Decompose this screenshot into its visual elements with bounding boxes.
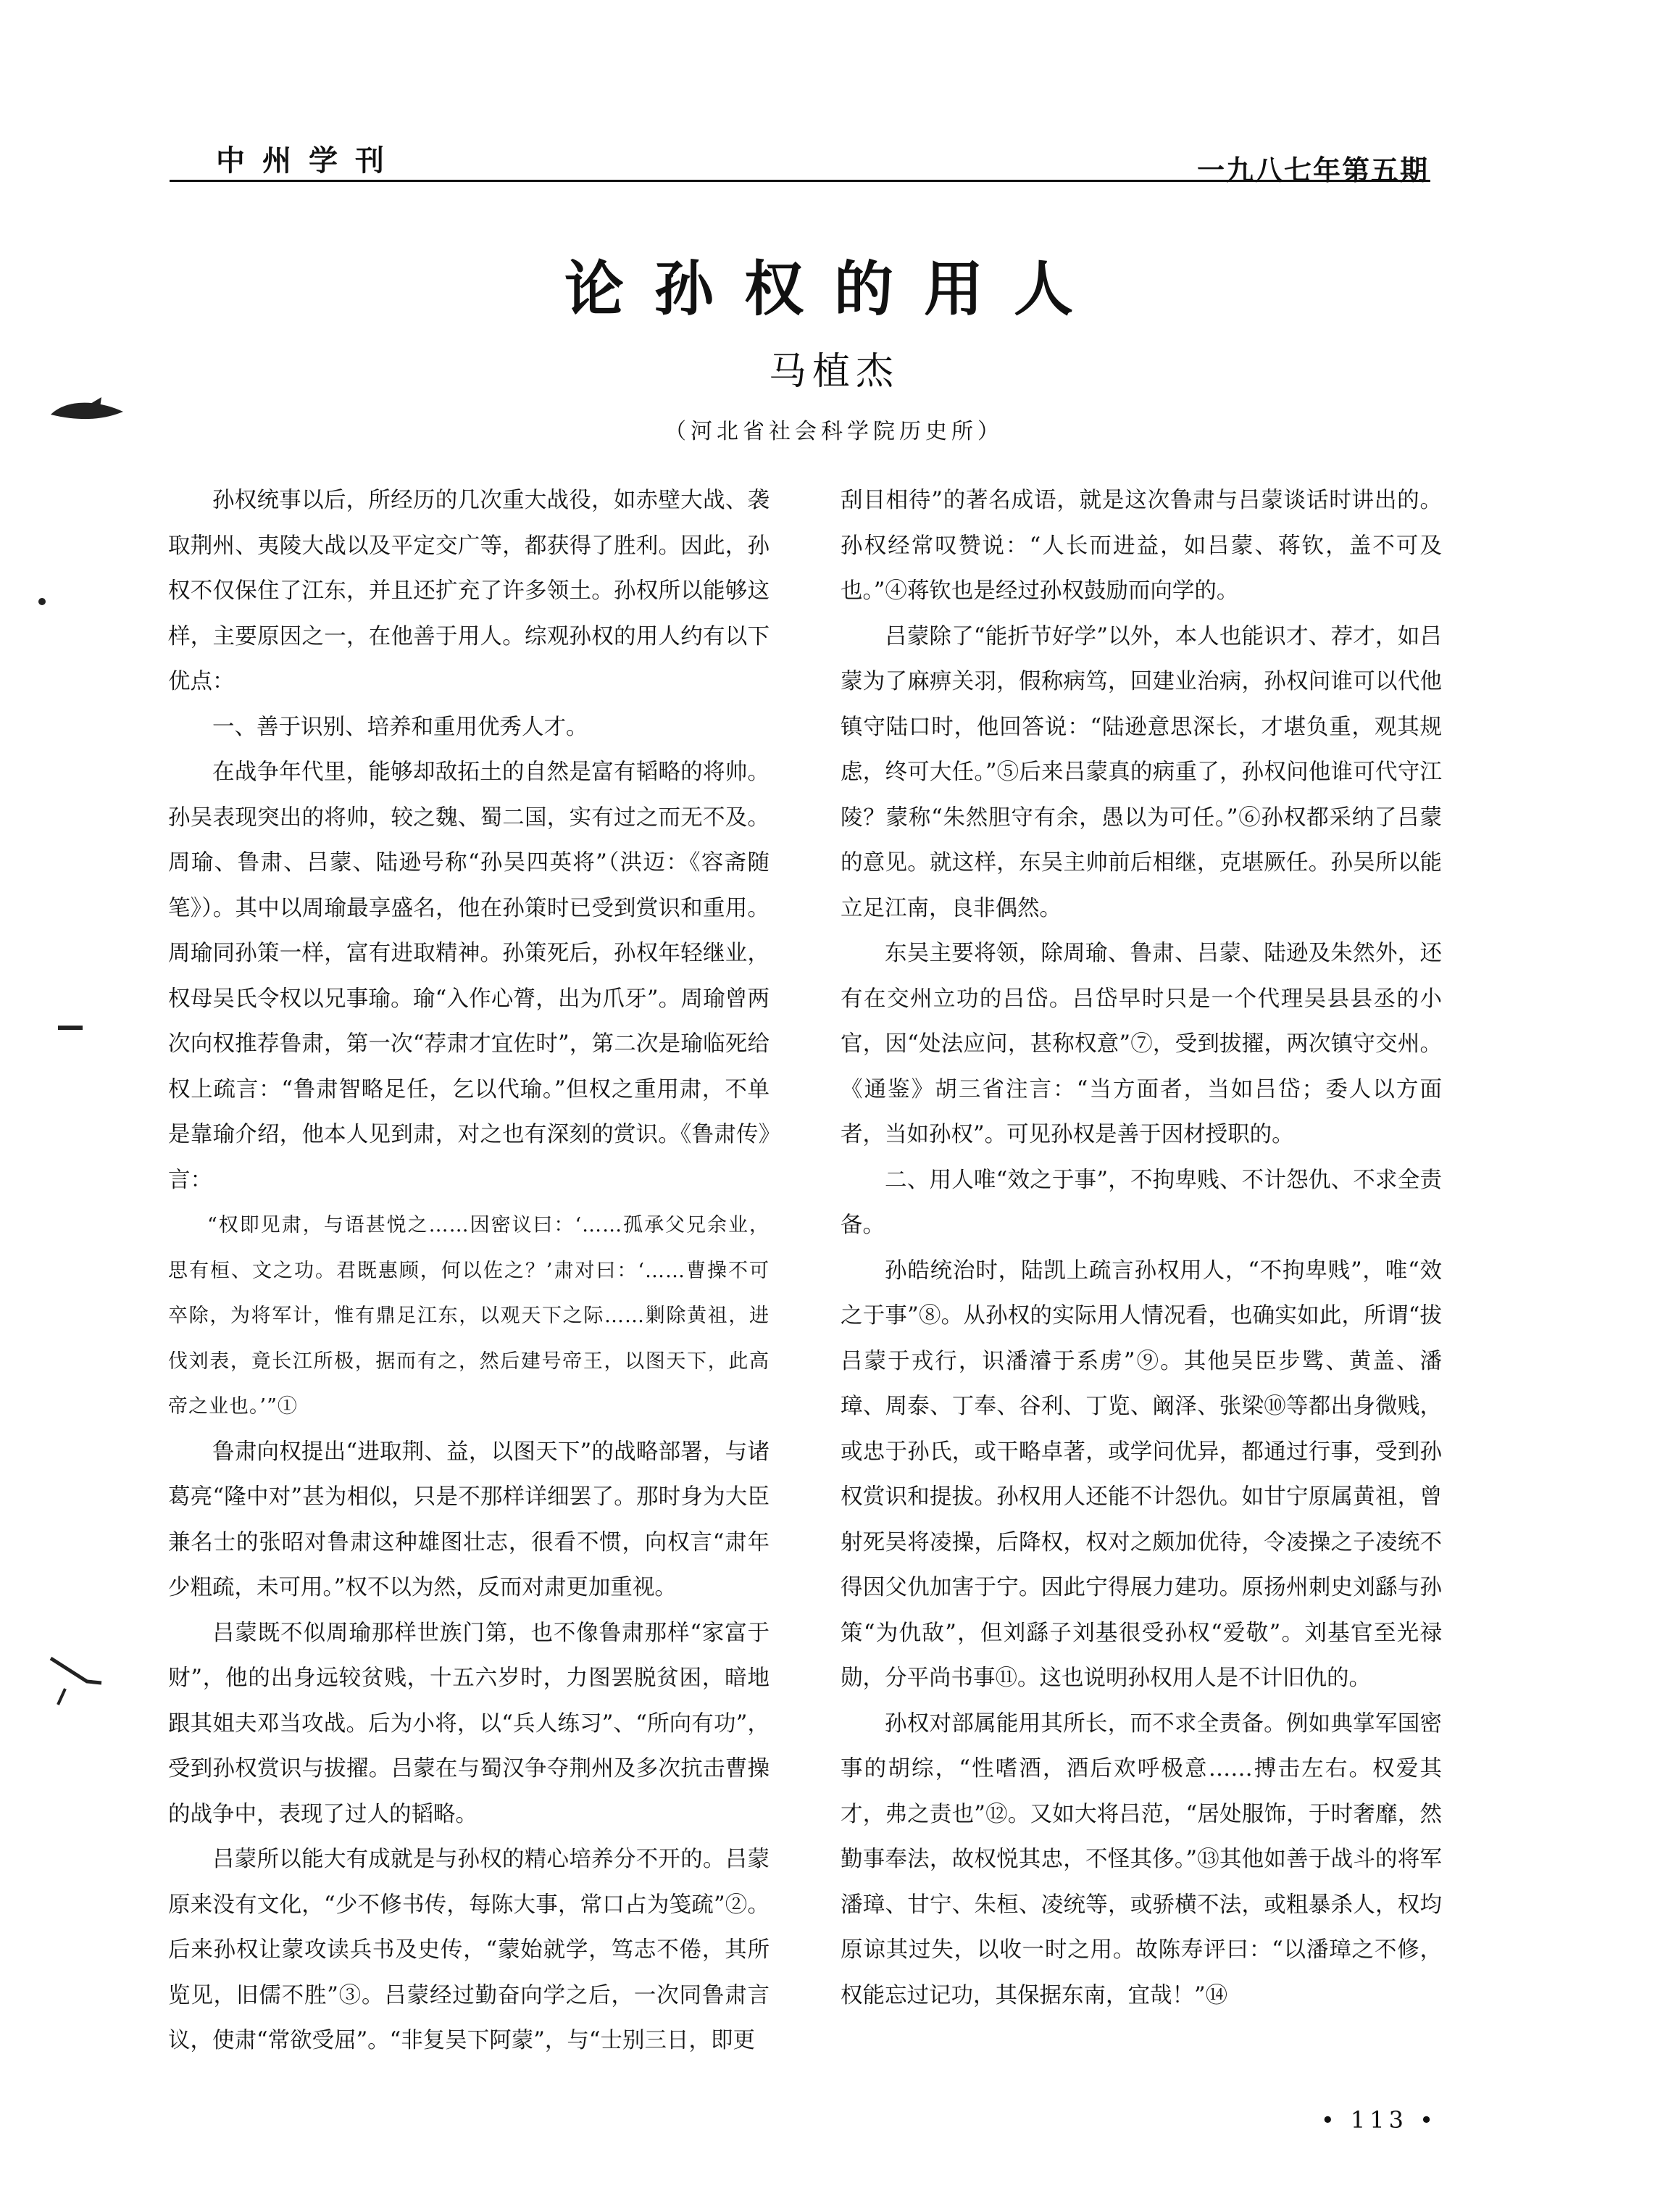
- paragraph: 鲁肃向权提出“进取荆、益，以图天下”的战略部署，与诸葛亮“隆中对”甚为相似，只是不那样详细罢了。那时身为大臣兼名士的张昭对鲁肃这种雄图壮志，很看不惯，向权言“肃年少粗疏，未可用。”权不以为然，反而对肃更加重视。: [168, 1439, 770, 1600]
- scan-dash-icon: [57, 1022, 86, 1034]
- scan-smudge-icon: [43, 391, 130, 435]
- header-rule: [170, 180, 1430, 182]
- paragraph-continued: 刮目相待”的著名成语，就是这次鲁肃与吕蒙谈话时讲出的。孙权经常叹赞说：“人长而进益，如吕蒙、蒋钦，盖不可及也。”④蒋钦也是经过孙权鼓励而向学的。: [841, 488, 1442, 604]
- paragraph: 吕蒙既不似周瑜那样世族门第，也不像鲁肃那样“家富于财”，他的出身远较贫贱，十五六岁时，力图罢脱贫困，暗地跟其姐夫邓当攻战。后为小将，以“兵人练习”、“所向有功”，受到孙权赏识与拔擢。吕蒙在与蜀汉争夺荆州及多次抗击曹操的战争中，表现了过人的韬略。: [168, 1620, 770, 1827]
- author-affiliation: （河北省社会科学院历史所）: [664, 419, 1004, 444]
- paragraph: 在战争年代里，能够却敌拓土的自然是富有韬略的将帅。孙吴表现突出的将帅，较之魏、蜀二国，实有过之而无不及。周瑜、鲁肃、吕蒙、陆逊号称“孙吴四英将”（洪迈：《容斋随笔》）。其中以周瑜最享盛名，他在孙策时已受到赏识和重用。周瑜同孙策一样，富有进取精神。孙策死后，孙权年轻继业，权母吴氏令权以兄事瑜。瑜“入作心膂，出为爪牙”。周瑜曾两次向权推荐鲁肃，第一次“荐肃才宜佐时”，第二次是瑜临死给权上疏言：“鲁肃智略足任，乞以代瑜。”但权之重用肃，不单是靠瑜介绍，他本人见到肃，对之也有深刻的赏识。《鲁肃传》言：: [168, 760, 770, 1193]
- scan-stroke-icon: [43, 1652, 109, 1710]
- paragraph: 孙皓统治时，陆凯上疏言孙权用人，“不拘卑贱”，唯“效之于事”⑧。从孙权的实际用人情况看，也确实如此，所谓“拔吕蒙于戎行，识潘濬于系虏”⑨。其他吴臣步骘、黄盖、潘璋、周泰、丁奉、谷利、丁览、阚泽、张梁⑩等都出身微贱，或忠于孙氏，或干略卓著，或学问优异，都通过行事，受到孙权赏识和提拔。孙权用人还能不计怨仇。如甘宁原属黄祖，曾射死吴将凌操，后降权，权对之颇加优待，令凌操之子凌统不得因父仇加害于宁。因此宁得展力建功。原扬州刺史刘繇与孙策“为仇敌”，但刘繇子刘基很受孙权“爱敬”。刘基官至光禄勋，分平尚书事⑪。这也说明孙权用人是不计旧仇的。: [841, 1257, 1442, 1691]
- block-quote: “权即见肃，与语甚悦之……因密议曰：‘……孤承父兄余业，思有桓、文之功。君既惠顾，何以佐之？’肃对曰：‘……曹操不可卒除，为将军计，惟有鼎足江东，以观天下之际……剿除黄祖，进伐刘表，竟长江所极，据而有之，然后建号帝王，以图天下，此高帝之业也。’”①: [168, 1214, 770, 1418]
- page-number: • 113 •: [1320, 2106, 1438, 2134]
- issue-label: 一九八七年第五期: [1196, 154, 1429, 186]
- journal-name: 中州学刊: [216, 144, 401, 178]
- article-title: 论孙权的用人: [564, 255, 1104, 324]
- paragraph: 吕蒙除了“能折节好学”以外，本人也能识才、荐才，如吕蒙为了麻痹关羽，假称病笃，回建业治病，孙权问谁可以代他镇守陆口时，他回答说：“陆逊意思深长，才堪负重，观其规虑，终可大任。”⑤后来吕蒙真的病重了，孙权问他谁可代守江陵？蒙称“朱然胆守有余，愚以为可任。”⑥孙权都采纳了吕蒙的意见。就这样，东吴主帅前后相继，克堪厥任。孙吴所以能立足江南，良非偶然。: [841, 623, 1442, 921]
- author-name: 马植杰: [768, 350, 899, 394]
- right-column: [841, 478, 1442, 2018]
- paragraph: 吕蒙所以能大有成就是与孙权的精心培养分不开的。吕蒙原来没有文化，“少不修书传，每陈大事，常口占为笺疏”②。后来孙权让蒙攻读兵书及史传，“蒙始就学，笃志不倦，其所览见，旧儒不胜”③。吕蒙经过勤奋向学之后，一次同鲁肃言议，使肃“常欲受屈”。“非复吴下阿蒙”，与“士别三日，即更: [168, 1847, 770, 2053]
- paragraph: 孙权统事以后，所经历的几次重大战役，如赤壁大战、袭取荆州、夷陵大战以及平定交广等，都获得了胜利。因此，孙权不仅保住了江东，并且还扩充了许多领土。孙权所以能够这样，主要原因之一，在他善于用人。综观孙权的用人约有以下优点：: [168, 488, 770, 694]
- paragraph: 东吴主要将领，除周瑜、鲁肃、吕蒙、陆逊及朱然外，还有在交州立功的吕岱。吕岱早时只是一个代理吴县县丞的小官，因“处法应问，甚称权意”⑦，受到拔擢，两次镇守交州。《通鉴》胡三省注言：“当方面者，当如吕岱；委人以方面者，当如孙权”。可见孙权是善于因材授职的。: [841, 941, 1442, 1147]
- paragraph: 孙权对部属能用其所长，而不求全责备。例如典掌军国密事的胡综，“性嗜酒，酒后欢呼极意……搏击左右。权爱其才，弗之责也”⑫。又如大将吕范，“居处服饰，于时奢靡，然勤事奉法，故权悦其忠，不怪其侈。”⑬其他如善于战斗的将军潘璋、甘宁、朱桓、凌统等，或骄横不法，或粗暴杀人，权均原谅其过失，以收一时之用。故陈寿评曰：“以潘璋之不修，权能忘过记功，其保据东南，宜哉！”⑭: [841, 1710, 1442, 2008]
- left-column: [168, 478, 770, 2064]
- section-heading: 二、用人唯“效之于事”，不拘卑贱、不计怨仇、不求全责备。: [841, 1167, 1442, 1238]
- scan-dot-icon: [35, 594, 49, 609]
- section-heading: 一、善于识别、培养和重用优秀人才。: [212, 714, 588, 740]
